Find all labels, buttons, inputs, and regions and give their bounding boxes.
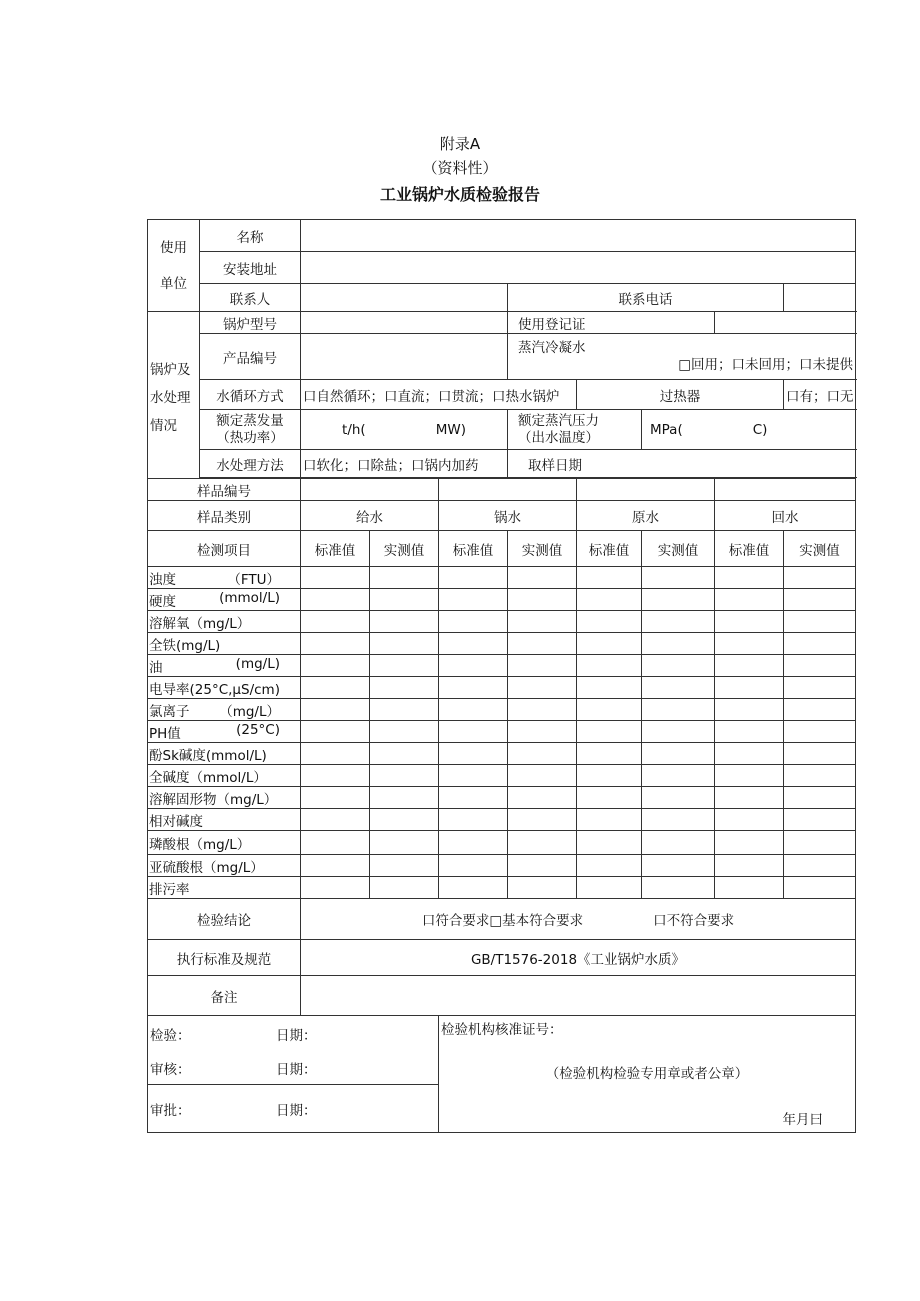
measured-value-cell[interactable] bbox=[784, 855, 856, 877]
std-value-cell[interactable] bbox=[577, 765, 642, 787]
circulation-label: 水循环方式 bbox=[200, 380, 301, 410]
test-item-label: 硬度 bbox=[149, 593, 176, 610]
phone-field[interactable] bbox=[784, 284, 856, 312]
measured-value-cell[interactable] bbox=[370, 831, 439, 855]
measured-value-cell[interactable] bbox=[784, 589, 856, 611]
superheater-options[interactable]: 口有；口无 bbox=[784, 380, 856, 410]
std-value-cell[interactable] bbox=[715, 589, 784, 611]
boiler-group-label: 锅炉及 水处理 情况 bbox=[148, 312, 200, 479]
test-item-name bbox=[148, 611, 301, 633]
test-item-name bbox=[148, 699, 301, 721]
user-unit-group-label: 使用 单位 bbox=[148, 220, 200, 312]
std-value-cell[interactable] bbox=[439, 787, 508, 809]
report-table bbox=[147, 219, 856, 1133]
rated-pressure-label: 额定蒸汽压力 （出水温度） bbox=[508, 410, 642, 450]
std-value-cell[interactable] bbox=[577, 655, 642, 677]
measured-value-cell[interactable] bbox=[642, 809, 715, 831]
std-value-cell[interactable] bbox=[439, 721, 508, 743]
measured-value-cell[interactable] bbox=[370, 855, 439, 877]
measured-value-cell[interactable] bbox=[508, 877, 577, 899]
review-date-label[interactable]: 日期： bbox=[276, 1061, 317, 1078]
name-label: 名称 bbox=[200, 220, 301, 252]
test-item-label: 浊度 bbox=[149, 571, 176, 588]
measured-value-cell[interactable] bbox=[370, 655, 439, 677]
phone-label: 联系电话 bbox=[508, 284, 784, 312]
test-item-row bbox=[148, 787, 856, 809]
measured-value-cell[interactable] bbox=[508, 855, 577, 877]
std-value-cell[interactable] bbox=[301, 633, 370, 655]
test-item-name bbox=[148, 809, 301, 831]
address-field[interactable] bbox=[301, 252, 856, 284]
test-item-unit: (mmol/L) bbox=[219, 589, 280, 606]
test-item-label: 全铁(mg/L) bbox=[149, 637, 221, 654]
name-field[interactable] bbox=[301, 220, 856, 252]
std-value-cell[interactable] bbox=[577, 831, 642, 855]
condensate-options[interactable]: □回用；口未回用；口未提供 bbox=[678, 356, 853, 373]
measured-value-cell[interactable] bbox=[784, 787, 856, 809]
test-item-name bbox=[148, 855, 301, 877]
std-value-cell[interactable] bbox=[577, 567, 642, 589]
rated-evap-unit-mw: MW) bbox=[435, 421, 466, 438]
std-value-cell[interactable] bbox=[439, 677, 508, 699]
test-item-row bbox=[148, 743, 856, 765]
std-header: 标准值 bbox=[439, 531, 508, 567]
sample-no-feed[interactable] bbox=[301, 479, 439, 501]
std-value-cell[interactable] bbox=[439, 831, 508, 855]
std-value-cell[interactable] bbox=[301, 721, 370, 743]
test-item-name bbox=[148, 633, 301, 655]
remarks-label: 备注 bbox=[148, 976, 301, 1016]
std-value-cell[interactable] bbox=[577, 721, 642, 743]
std-value-cell[interactable] bbox=[301, 877, 370, 899]
test-item-name bbox=[148, 831, 301, 855]
test-items-body bbox=[148, 567, 856, 899]
std-value-cell[interactable] bbox=[301, 699, 370, 721]
std-value-cell[interactable] bbox=[439, 611, 508, 633]
measured-value-cell[interactable] bbox=[370, 743, 439, 765]
approve-label: 审批： bbox=[150, 1102, 191, 1119]
measured-value-cell[interactable] bbox=[370, 699, 439, 721]
items-label: 检测项目 bbox=[148, 531, 301, 567]
condensate-cell bbox=[508, 334, 856, 380]
test-item-unit: （mg/L） bbox=[219, 703, 280, 720]
std-value-cell[interactable] bbox=[715, 699, 784, 721]
inspect-row bbox=[148, 1016, 439, 1052]
std-header: 标准值 bbox=[577, 531, 642, 567]
std-value-cell[interactable] bbox=[715, 677, 784, 699]
measured-value-cell[interactable] bbox=[784, 567, 856, 589]
measured-value-cell[interactable] bbox=[508, 611, 577, 633]
measured-value-cell[interactable] bbox=[508, 633, 577, 655]
measured-value-cell[interactable] bbox=[508, 721, 577, 743]
test-item-row bbox=[148, 809, 856, 831]
test-item-row bbox=[148, 655, 856, 677]
test-item-name bbox=[148, 721, 301, 743]
measured-value-cell[interactable] bbox=[370, 877, 439, 899]
std-value-cell[interactable] bbox=[715, 743, 784, 765]
std-value-cell[interactable] bbox=[577, 677, 642, 699]
test-item-row bbox=[148, 567, 856, 589]
rated-pressure-field[interactable] bbox=[642, 410, 856, 450]
std-header: 标准值 bbox=[715, 531, 784, 567]
std-value-cell[interactable] bbox=[715, 633, 784, 655]
appendix-nature: （资料性） bbox=[422, 159, 498, 177]
rated-pressure-unit-mpa: MPa( bbox=[650, 421, 683, 438]
appendix-label: 附录A bbox=[439, 135, 481, 153]
std-value-cell[interactable] bbox=[439, 699, 508, 721]
rated-evap-unit-th: t/h( bbox=[342, 421, 366, 438]
std-value-cell[interactable] bbox=[715, 787, 784, 809]
measured-value-cell[interactable] bbox=[784, 677, 856, 699]
test-item-unit: (mg/L) bbox=[235, 655, 280, 672]
test-item-unit: （FTU） bbox=[227, 571, 280, 588]
measured-value-cell[interactable] bbox=[784, 877, 856, 899]
sample-no-return[interactable] bbox=[715, 479, 856, 501]
measured-value-cell[interactable] bbox=[784, 831, 856, 855]
test-item-name bbox=[148, 589, 301, 611]
measured-value-cell[interactable] bbox=[642, 589, 715, 611]
measured-value-cell[interactable] bbox=[642, 831, 715, 855]
test-item-name bbox=[148, 787, 301, 809]
test-item-name bbox=[148, 655, 301, 677]
review-label: 审核： bbox=[150, 1061, 191, 1078]
measured-value-cell[interactable] bbox=[642, 721, 715, 743]
sample-type-return: 回水 bbox=[715, 501, 856, 531]
approve-row bbox=[148, 1085, 439, 1133]
std-value-cell[interactable] bbox=[715, 877, 784, 899]
std-value-cell[interactable] bbox=[301, 677, 370, 699]
test-item-name bbox=[148, 677, 301, 699]
condensate-label: 蒸汽冷凝水 bbox=[518, 339, 586, 356]
sample-no-boiler[interactable] bbox=[439, 479, 577, 501]
test-item-name bbox=[148, 877, 301, 899]
std-value-cell[interactable] bbox=[301, 611, 370, 633]
measured-value-cell[interactable] bbox=[508, 655, 577, 677]
test-item-name bbox=[148, 567, 301, 589]
test-item-name bbox=[148, 765, 301, 787]
std-value-cell[interactable] bbox=[439, 855, 508, 877]
test-item-label: 相对碱度 bbox=[149, 813, 203, 830]
test-item-label: 溶解固形物（mg/L） bbox=[149, 791, 278, 808]
measured-value-cell[interactable] bbox=[642, 855, 715, 877]
measured-value-cell[interactable] bbox=[508, 809, 577, 831]
std-value-cell[interactable] bbox=[715, 855, 784, 877]
reg-cert-field[interactable] bbox=[715, 312, 856, 334]
product-no-field[interactable] bbox=[301, 334, 508, 380]
measured-value-cell[interactable] bbox=[642, 765, 715, 787]
boiler-model-label: 锅炉型号 bbox=[200, 312, 301, 334]
std-value-cell[interactable] bbox=[439, 633, 508, 655]
measured-header: 实测值 bbox=[784, 531, 856, 567]
superheater-label: 过热器 bbox=[577, 380, 784, 410]
test-item-name bbox=[148, 743, 301, 765]
std-value-cell[interactable] bbox=[577, 611, 642, 633]
product-no-label: 产品编号 bbox=[200, 334, 301, 380]
test-item-row bbox=[148, 633, 856, 655]
reg-cert-label: 使用登记证 bbox=[508, 312, 715, 334]
measured-value-cell[interactable] bbox=[784, 809, 856, 831]
test-item-label: 电导率(25°C,μS/cm) bbox=[149, 681, 280, 698]
std-value-cell[interactable] bbox=[301, 855, 370, 877]
measured-value-cell[interactable] bbox=[508, 567, 577, 589]
contact-label: 联系人 bbox=[200, 284, 301, 312]
measured-value-cell[interactable] bbox=[508, 831, 577, 855]
measured-value-cell[interactable] bbox=[784, 699, 856, 721]
std-value-cell[interactable] bbox=[715, 831, 784, 855]
conclusion-option-a[interactable]: 口符合要求□基本符合要求 bbox=[421, 913, 584, 929]
org-cert-label: 检验机构核准证号： bbox=[441, 1022, 563, 1038]
measured-header: 实测值 bbox=[508, 531, 577, 567]
circulation-options[interactable]: 口自然循环；口直流；口贯流；口热水锅炉 bbox=[301, 380, 577, 410]
standard-value: GB/T1576-2018《工业锅炉水质》 bbox=[301, 940, 856, 976]
measured-value-cell[interactable] bbox=[642, 567, 715, 589]
inspect-label: 检验： bbox=[150, 1027, 191, 1044]
ymd-text: 年月曰 bbox=[782, 1112, 823, 1128]
conclusion-options[interactable] bbox=[301, 899, 856, 940]
std-value-cell[interactable] bbox=[439, 567, 508, 589]
std-value-cell[interactable] bbox=[301, 743, 370, 765]
sample-no-label: 样品编号 bbox=[148, 479, 301, 501]
org-cell bbox=[439, 1016, 856, 1133]
measured-value-cell[interactable] bbox=[508, 787, 577, 809]
approve-date-label[interactable]: 日期： bbox=[276, 1102, 317, 1119]
test-item-row bbox=[148, 765, 856, 787]
measured-value-cell[interactable] bbox=[784, 633, 856, 655]
measured-value-cell[interactable] bbox=[370, 765, 439, 787]
measured-value-cell[interactable] bbox=[370, 677, 439, 699]
test-item-label: 全碱度（mmol/L） bbox=[149, 769, 267, 786]
measured-value-cell[interactable] bbox=[642, 787, 715, 809]
treatment-options[interactable]: 口软化；口除盐；口锅内加药 bbox=[301, 450, 508, 478]
std-value-cell[interactable] bbox=[715, 765, 784, 787]
page-title: 工业锅炉水质检验报告 bbox=[379, 185, 540, 204]
std-value-cell[interactable] bbox=[439, 589, 508, 611]
test-item-label: 璘酸根（mg/L） bbox=[149, 836, 251, 853]
std-value-cell[interactable] bbox=[301, 787, 370, 809]
measured-value-cell[interactable] bbox=[508, 677, 577, 699]
std-value-cell[interactable] bbox=[577, 787, 642, 809]
test-item-label: 酚Sk碱度(mmol/L) bbox=[149, 747, 267, 764]
measured-value-cell[interactable] bbox=[784, 765, 856, 787]
sample-type-feed: 给水 bbox=[301, 501, 439, 531]
std-value-cell[interactable] bbox=[301, 589, 370, 611]
conclusion-option-b[interactable]: 口不符合要求 bbox=[653, 913, 735, 929]
measured-value-cell[interactable] bbox=[642, 655, 715, 677]
measured-value-cell[interactable] bbox=[784, 743, 856, 765]
measured-value-cell[interactable] bbox=[642, 633, 715, 655]
test-item-row bbox=[148, 855, 856, 877]
std-value-cell[interactable] bbox=[439, 877, 508, 899]
measured-value-cell[interactable] bbox=[784, 611, 856, 633]
measured-header: 实测值 bbox=[642, 531, 715, 567]
rated-pressure-unit-c: C) bbox=[752, 421, 768, 438]
std-value-cell[interactable] bbox=[577, 589, 642, 611]
conclusion-label: 检验结论 bbox=[148, 899, 301, 940]
review-row bbox=[148, 1052, 439, 1085]
measured-value-cell[interactable] bbox=[784, 721, 856, 743]
std-value-cell[interactable] bbox=[439, 655, 508, 677]
std-value-cell[interactable] bbox=[301, 567, 370, 589]
measured-value-cell[interactable] bbox=[642, 611, 715, 633]
measured-value-cell[interactable] bbox=[508, 589, 577, 611]
measured-value-cell[interactable] bbox=[642, 699, 715, 721]
measured-value-cell[interactable] bbox=[370, 633, 439, 655]
measured-value-cell[interactable] bbox=[508, 743, 577, 765]
measured-value-cell[interactable] bbox=[784, 655, 856, 677]
std-value-cell[interactable] bbox=[301, 765, 370, 787]
std-value-cell[interactable] bbox=[301, 655, 370, 677]
std-value-cell[interactable] bbox=[439, 743, 508, 765]
remarks-field[interactable] bbox=[301, 976, 856, 1016]
test-item-row bbox=[148, 831, 856, 855]
measured-value-cell[interactable] bbox=[370, 809, 439, 831]
std-value-cell[interactable] bbox=[715, 655, 784, 677]
measured-value-cell[interactable] bbox=[370, 721, 439, 743]
test-item-label: PH值 bbox=[149, 725, 181, 742]
test-item-row bbox=[148, 877, 856, 899]
std-value-cell[interactable] bbox=[577, 809, 642, 831]
std-value-cell[interactable] bbox=[577, 699, 642, 721]
std-value-cell[interactable] bbox=[715, 567, 784, 589]
std-value-cell[interactable] bbox=[715, 809, 784, 831]
test-item-label: 亚硫酸根（mg/L） bbox=[149, 859, 264, 876]
measured-value-cell[interactable] bbox=[642, 677, 715, 699]
rated-evap-field[interactable] bbox=[301, 410, 508, 450]
std-value-cell[interactable] bbox=[715, 611, 784, 633]
measured-value-cell[interactable] bbox=[370, 589, 439, 611]
std-value-cell[interactable] bbox=[715, 721, 784, 743]
measured-header: 实测值 bbox=[370, 531, 439, 567]
sampling-date-label: 取样日期 bbox=[508, 450, 856, 478]
address-label: 安装地址 bbox=[200, 252, 301, 284]
standard-label: 执行标准及规范 bbox=[148, 940, 301, 976]
measured-value-cell[interactable] bbox=[508, 699, 577, 721]
sample-type-boiler: 锅水 bbox=[439, 501, 577, 531]
measured-value-cell[interactable] bbox=[508, 765, 577, 787]
std-value-cell[interactable] bbox=[439, 809, 508, 831]
measured-value-cell[interactable] bbox=[370, 611, 439, 633]
seal-text: （检验机构检验专用章或者公章） bbox=[545, 1066, 749, 1082]
test-item-row bbox=[148, 721, 856, 743]
test-item-label: 溶解氧（mg/L） bbox=[149, 615, 251, 632]
std-value-cell[interactable] bbox=[577, 743, 642, 765]
std-value-cell[interactable] bbox=[577, 855, 642, 877]
contact-field[interactable] bbox=[301, 284, 508, 312]
test-item-label: 氯离子 bbox=[149, 703, 190, 720]
test-item-row bbox=[148, 699, 856, 721]
std-value-cell[interactable] bbox=[301, 831, 370, 855]
measured-value-cell[interactable] bbox=[642, 743, 715, 765]
std-value-cell[interactable] bbox=[301, 809, 370, 831]
measured-value-cell[interactable] bbox=[370, 567, 439, 589]
std-value-cell[interactable] bbox=[577, 877, 642, 899]
sample-type-label: 样品类别 bbox=[148, 501, 301, 531]
test-item-unit: (25°C) bbox=[236, 721, 280, 738]
test-item-label: 油 bbox=[149, 659, 163, 676]
sample-no-raw[interactable] bbox=[577, 479, 715, 501]
inspect-date-label[interactable]: 日期： bbox=[276, 1027, 317, 1044]
test-item-label: 排污率 bbox=[149, 881, 190, 898]
measured-value-cell[interactable] bbox=[642, 877, 715, 899]
boiler-model-field[interactable] bbox=[301, 312, 508, 334]
test-item-row bbox=[148, 677, 856, 699]
rated-evap-label: 额定蒸发量 （热功率） bbox=[200, 410, 301, 450]
std-header: 标准值 bbox=[301, 531, 370, 567]
measured-value-cell[interactable] bbox=[370, 787, 439, 809]
test-item-row bbox=[148, 589, 856, 611]
sample-type-raw: 原水 bbox=[577, 501, 715, 531]
treatment-label: 水处理方法 bbox=[200, 450, 301, 478]
std-value-cell[interactable] bbox=[577, 633, 642, 655]
test-item-row bbox=[148, 611, 856, 633]
std-value-cell[interactable] bbox=[439, 765, 508, 787]
